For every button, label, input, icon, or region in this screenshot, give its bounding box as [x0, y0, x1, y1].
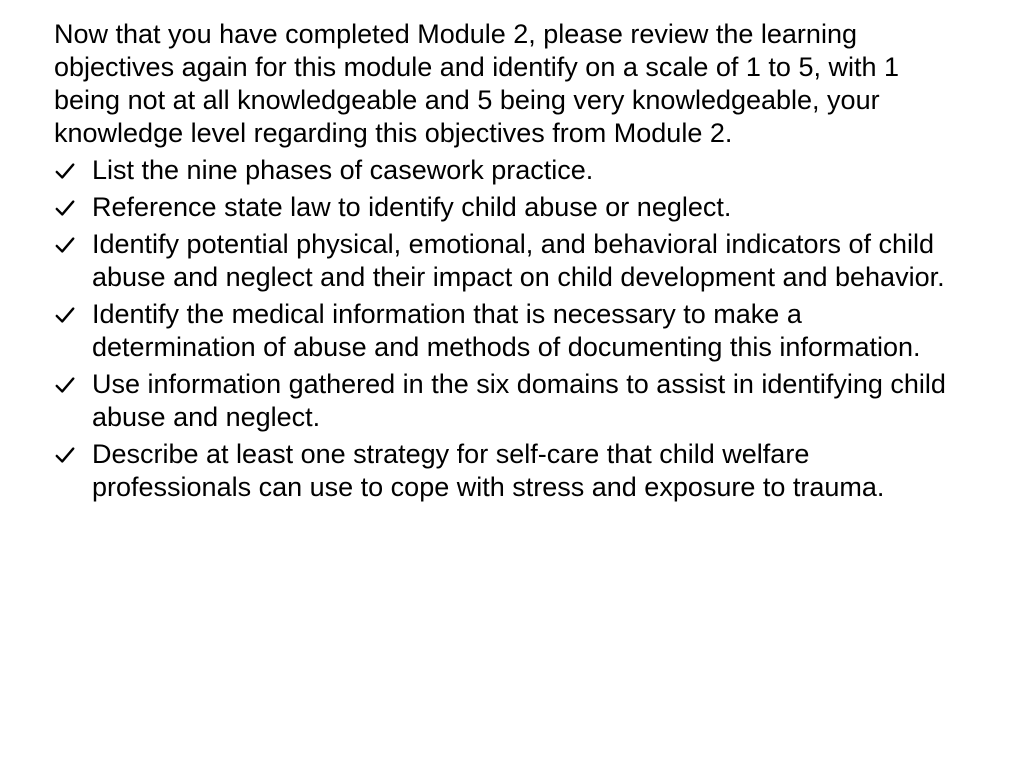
- objective-item: [54, 438, 964, 504]
- checkmark-icon: [54, 191, 92, 224]
- checkmark-icon: [54, 368, 92, 401]
- objective-text: Identify the medical information that is necessary to make a determination of abuse and methods of documenting this information.: [92, 299, 921, 362]
- objective-item: [54, 228, 964, 294]
- objective-text: List the nine phases of casework practice.: [92, 155, 594, 185]
- objectives-list: [54, 154, 964, 504]
- objective-text: Use information gathered in the six domains to assist in identifying child abuse and neglect.: [92, 369, 946, 432]
- objective-item: [54, 298, 964, 364]
- checkmark-icon: [54, 228, 92, 261]
- objective-text: Identify potential physical, emotional, and behavioral indicators of child abuse and neglect and their impact on child development and behavior.: [92, 229, 945, 292]
- objective-item: [54, 368, 964, 434]
- objective-item: [54, 154, 964, 187]
- checkmark-icon: [54, 298, 92, 331]
- objective-text: Describe at least one strategy for self-care that child welfare professionals can use to cope with stress and exposure to trauma.: [92, 439, 885, 502]
- intro-paragraph: Now that you have completed Module 2, please review the learning objectives again for this module and identify on a scale of 1 to 5, with 1 being not at all knowledgeable and 5 being very knowledgeable, your knowledge level regarding this objectives from Module 2.: [54, 19, 900, 148]
- checkmark-icon: [54, 154, 92, 187]
- objective-text: Reference state law to identify child abuse or neglect.: [92, 192, 732, 222]
- slide-content: [54, 18, 964, 508]
- checkmark-icon: [54, 438, 92, 471]
- objective-item: [54, 191, 964, 224]
